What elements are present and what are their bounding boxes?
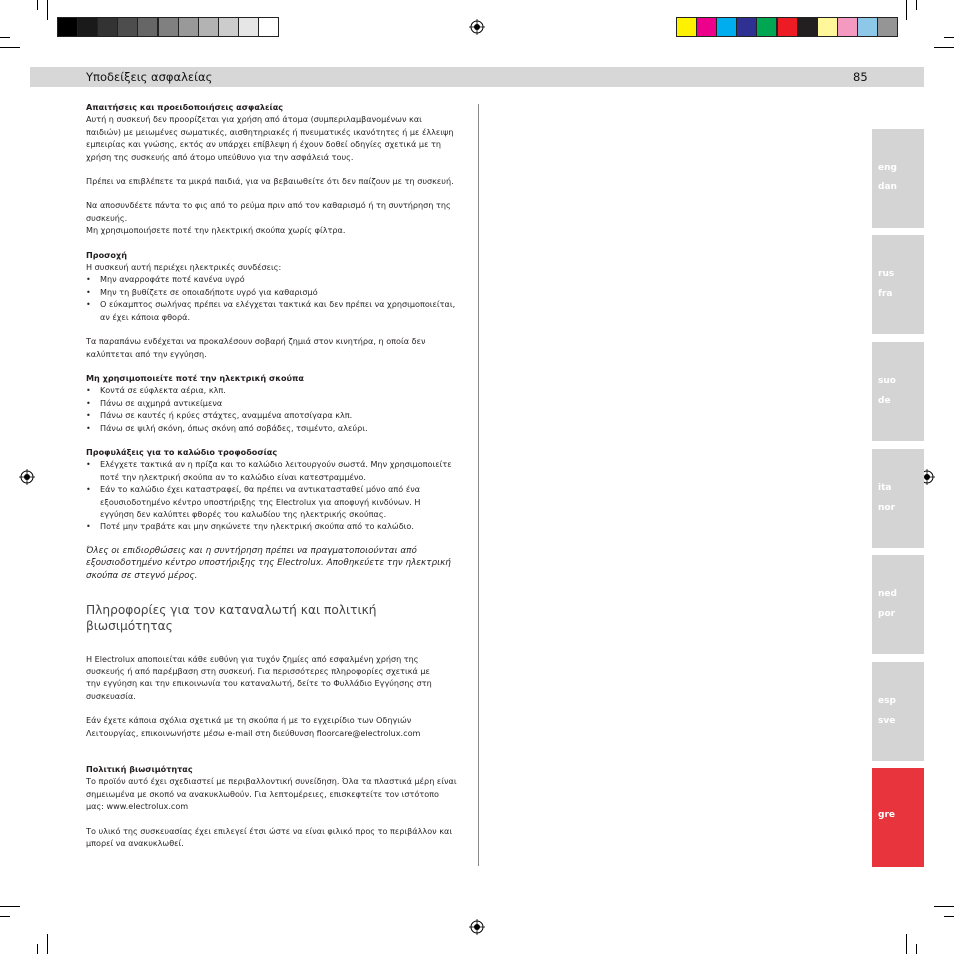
crop-mark — [47, 934, 48, 954]
text-line: συσκευασία. — [86, 690, 136, 701]
bullet-continuation: ποτέ την ηλεκτρική σκούπα αν το καλώδιο είναι κατεστραμμένο. — [100, 471, 366, 482]
crop-mark — [37, 0, 38, 10]
text-line: συσκευής ή από παρέμβαση στη συσκευή. Για περισσότερες πληροφορίες σχετικά με — [86, 665, 430, 676]
text-line: την εγγύηση και την επικοινωνία του καταναλωτή, δείτε το Φυλλάδιο Εγγύησης στη — [86, 678, 432, 689]
crop-mark — [47, 0, 48, 20]
language-tab-esp-sve[interactable] — [872, 662, 924, 761]
text-line: καλύπτεται από την εγγύηση. — [86, 348, 207, 359]
grayscale-swatch — [178, 17, 199, 37]
grayscale-swatch — [77, 17, 98, 37]
grayscale-swatch — [137, 17, 158, 37]
language-code: ita — [878, 483, 892, 493]
section-heading: Απαιτήσεις και προειδοποιήσεις ασφαλείας — [86, 102, 284, 112]
language-code: dan — [878, 182, 897, 192]
crop-mark — [0, 37, 10, 38]
process-color-swatch — [797, 17, 818, 37]
section-heading: Μη χρησιμοποιείτε ποτέ την ηλεκτρική σκούπα — [86, 372, 304, 383]
grayscale-swatch — [198, 17, 219, 37]
text-line: σημειωμένα με σκοπό να ανακυκλωθούν. Για λεπτομέρειες, επισκεφτείτε τον ιστότοπο — [86, 788, 439, 799]
text-line: χρήση της συσκευής από άτομο υπεύθυνο για την ασφάλειά τους. — [86, 151, 354, 162]
process-color-swatch — [716, 17, 737, 37]
column-divider — [478, 104, 479, 866]
language-tab-suo-de[interactable] — [872, 342, 924, 441]
language-code: ned — [878, 589, 897, 599]
crop-mark — [916, 0, 917, 10]
language-code: sve — [878, 716, 896, 726]
process-color-swatch — [756, 17, 777, 37]
crop-mark — [944, 916, 954, 917]
text-line: Λειτουργίας, επικοινωνήστε μέσω e-mail στη διεύθυνση floorcare@electrolux.com — [86, 727, 421, 738]
bullet-item: • Ελέγχετε τακτικά αν η πρίζα και το καλώδιο λειτουργούν σωστά. Μην χρησιμοποιείτε — [86, 458, 466, 470]
crop-mark — [0, 916, 10, 917]
grayscale-swatch — [158, 17, 179, 37]
grayscale-swatch — [97, 17, 118, 37]
language-tab-rus-fra[interactable] — [872, 235, 924, 334]
main-text-column — [86, 101, 466, 849]
text-line: μας: www.electrolux.com — [86, 801, 189, 812]
text-line: Η Electrolux αποποιείται κάθε ευθύνη για τυχόν ζημίες από εσφαλμένη χρήση της — [86, 653, 419, 664]
grayscale-swatch — [258, 17, 279, 37]
text-line: εμπειρίας και γνώσης, εκτός αν υπάρχει επίβλεψη ή έχουν δοθεί οδηγίες σχετικά με τη — [86, 139, 442, 150]
crop-mark — [0, 47, 20, 48]
process-color-swatch — [736, 17, 757, 37]
bullet-item: • Κοντά σε εύφλεκτα αέρια, κλπ. — [86, 384, 466, 396]
grayscale-swatch — [218, 17, 239, 37]
text-line: Αυτή η συσκευή δεν προορίζεται για χρήση από άτομα (συμπεριλαμβανομένων και — [86, 114, 422, 125]
bullet-item: • Ποτέ μην τραβάτε και μην σηκώνετε την ηλεκτρική σκούπα από το καλώδιο. — [86, 520, 466, 532]
process-color-swatch — [696, 17, 717, 37]
section-heading: Προφυλάξεις για το καλώδιο τροφοδοσίας — [86, 446, 278, 457]
text-line: μπορεί να ανακυκλωθεί. — [86, 838, 184, 849]
text-line: Το προϊόν αυτό έχει σχεδιαστεί με περιβαλλοντική συνείδηση. Όλα τα πλαστικά μέρη είναι — [86, 776, 457, 787]
process-color-swatch — [676, 17, 697, 37]
bullet-item: • Μην αναρροφάτε ποτέ κανένα υγρό — [86, 273, 466, 285]
crop-mark — [906, 934, 907, 954]
process-color-swatch — [857, 17, 878, 37]
process-color-swatch — [817, 17, 838, 37]
language-code: rus — [878, 269, 895, 279]
grayscale-swatch — [117, 17, 138, 37]
process-color-swatch — [877, 17, 898, 37]
section-heading: Πολιτική βιωσιμότητας — [86, 764, 193, 774]
registration-mark-icon — [469, 19, 485, 35]
italic-note: εξουσιοδοτημένο κέντρο υποστήριξης της Electrolux. Αποθηκεύετε την ηλεκτρική — [86, 558, 451, 569]
text-line: Μη χρησιμοποιήσετε ποτέ την ηλεκτρική σκούπα χωρίς φίλτρα. — [86, 225, 346, 236]
bullet-item: • Πάνω σε αιχμηρά αντικείμενα — [86, 397, 466, 409]
text-line: Εάν έχετε κάποια σχόλια σχετικά με τη σκούπα ή με το εγχειρίδιο των Οδηγιών — [86, 715, 412, 726]
text-line: Να αποσυνδέετε πάντα το φις από το ρεύμα πριν από τον καθαρισμό ή τη συντήρηση της — [86, 200, 451, 211]
process-color-swatch — [837, 17, 858, 37]
bullet-item: • Ο εύκαμπτος σωλήνας πρέπει να ελέγχεται τακτικά και δεν πρέπει να χρησιμοποιείται, — [86, 298, 466, 310]
language-code: fra — [878, 289, 893, 299]
language-tab-ita-nor[interactable] — [872, 449, 924, 548]
bullet-continuation: εγγύηση δεν καλύπτει φθορές του καλωδίου της ηλεκτρικής σκούπας. — [100, 508, 387, 519]
text-line: Το υλικό της συσκευασίας έχει επιλεγεί έτσι ώστε να είναι φιλικό προς το περιβάλλον και — [86, 825, 453, 836]
language-code: eng — [878, 163, 897, 173]
page-title: Υποδείξεις ασφαλείας — [86, 70, 213, 84]
italic-note: Όλες οι επιδιορθώσεις και η συντήρηση πρέπει να πραγματοποιούνται από — [86, 545, 417, 556]
bullet-item: • Πάνω σε ψιλή σκόνη, όπως σκόνη από σοβάδες, τσιμέντο, αλεύρι. — [86, 422, 466, 434]
crop-mark — [37, 944, 38, 954]
text-line: Τα παραπάνω ενδέχεται να προκαλέσουν σοβαρή ζημιά στον κινητήρα, η οποία δεν — [86, 336, 426, 347]
crop-mark — [916, 944, 917, 954]
section-heading: Προσοχή — [86, 249, 127, 260]
bullet-item: • Πάνω σε καυτές ή κρύες στάχτες, αναμμένα αποτσίγαρα κλπ. — [86, 409, 466, 421]
bullet-item: • Μην τη βυθίζετε σε οποιαδήποτε υγρό για καθαρισμό — [86, 286, 466, 298]
text-line: Πρέπει να επιβλέπετε τα μικρά παιδιά, για να βεβαιωθείτε ότι δεν παίζουν με τη συσκευή. — [86, 176, 454, 187]
text-line: συσκευής. — [86, 212, 128, 223]
grayscale-swatch — [57, 17, 78, 37]
text-line: Η συσκευή αυτή περιέχει ηλεκτρικές συνδέσεις: — [86, 262, 282, 273]
text-line: παιδιών) με μειωμένες σωματικές, αισθητηριακές ή πνευματικές ικανότητες ή με έλλειψη — [86, 126, 454, 137]
crop-mark — [944, 37, 954, 38]
bullet-continuation: αν έχει κάποια φθορά. — [100, 311, 191, 322]
language-code: de — [878, 396, 891, 406]
crop-mark — [934, 906, 954, 907]
crop-mark — [906, 0, 907, 20]
language-tab-eng-dan[interactable] — [872, 129, 924, 228]
language-code: gre — [878, 810, 895, 820]
registration-mark-icon — [19, 469, 35, 485]
language-code: nor — [878, 503, 896, 513]
process-color-swatch — [777, 17, 798, 37]
bullet-continuation: εξουσιοδοτημένο κέντρο υποστήριξης της Electrolux για αποφυγή κινδύνων. Η — [100, 496, 421, 507]
language-code: esp — [878, 696, 896, 706]
language-code: por — [878, 609, 896, 619]
crop-mark — [934, 47, 954, 48]
bullet-item: • Εάν το καλώδιο έχει καταστραφεί, θα πρέπει να αντικατασταθεί μόνο από ένα — [86, 483, 466, 495]
registration-mark-icon — [469, 919, 485, 935]
crop-mark — [0, 906, 20, 907]
language-tab-gre[interactable] — [872, 768, 924, 867]
page-number: 85 — [853, 70, 868, 84]
grayscale-swatch — [238, 17, 259, 37]
section-title: Πληροφορίες για τον καταναλωτή και πολιτική βιωσιμότητας — [86, 602, 377, 633]
italic-note: σκούπα σε στεγνό μέρος. — [86, 570, 198, 581]
language-tab-ned-por[interactable] — [872, 555, 924, 654]
language-code: suo — [878, 376, 896, 386]
